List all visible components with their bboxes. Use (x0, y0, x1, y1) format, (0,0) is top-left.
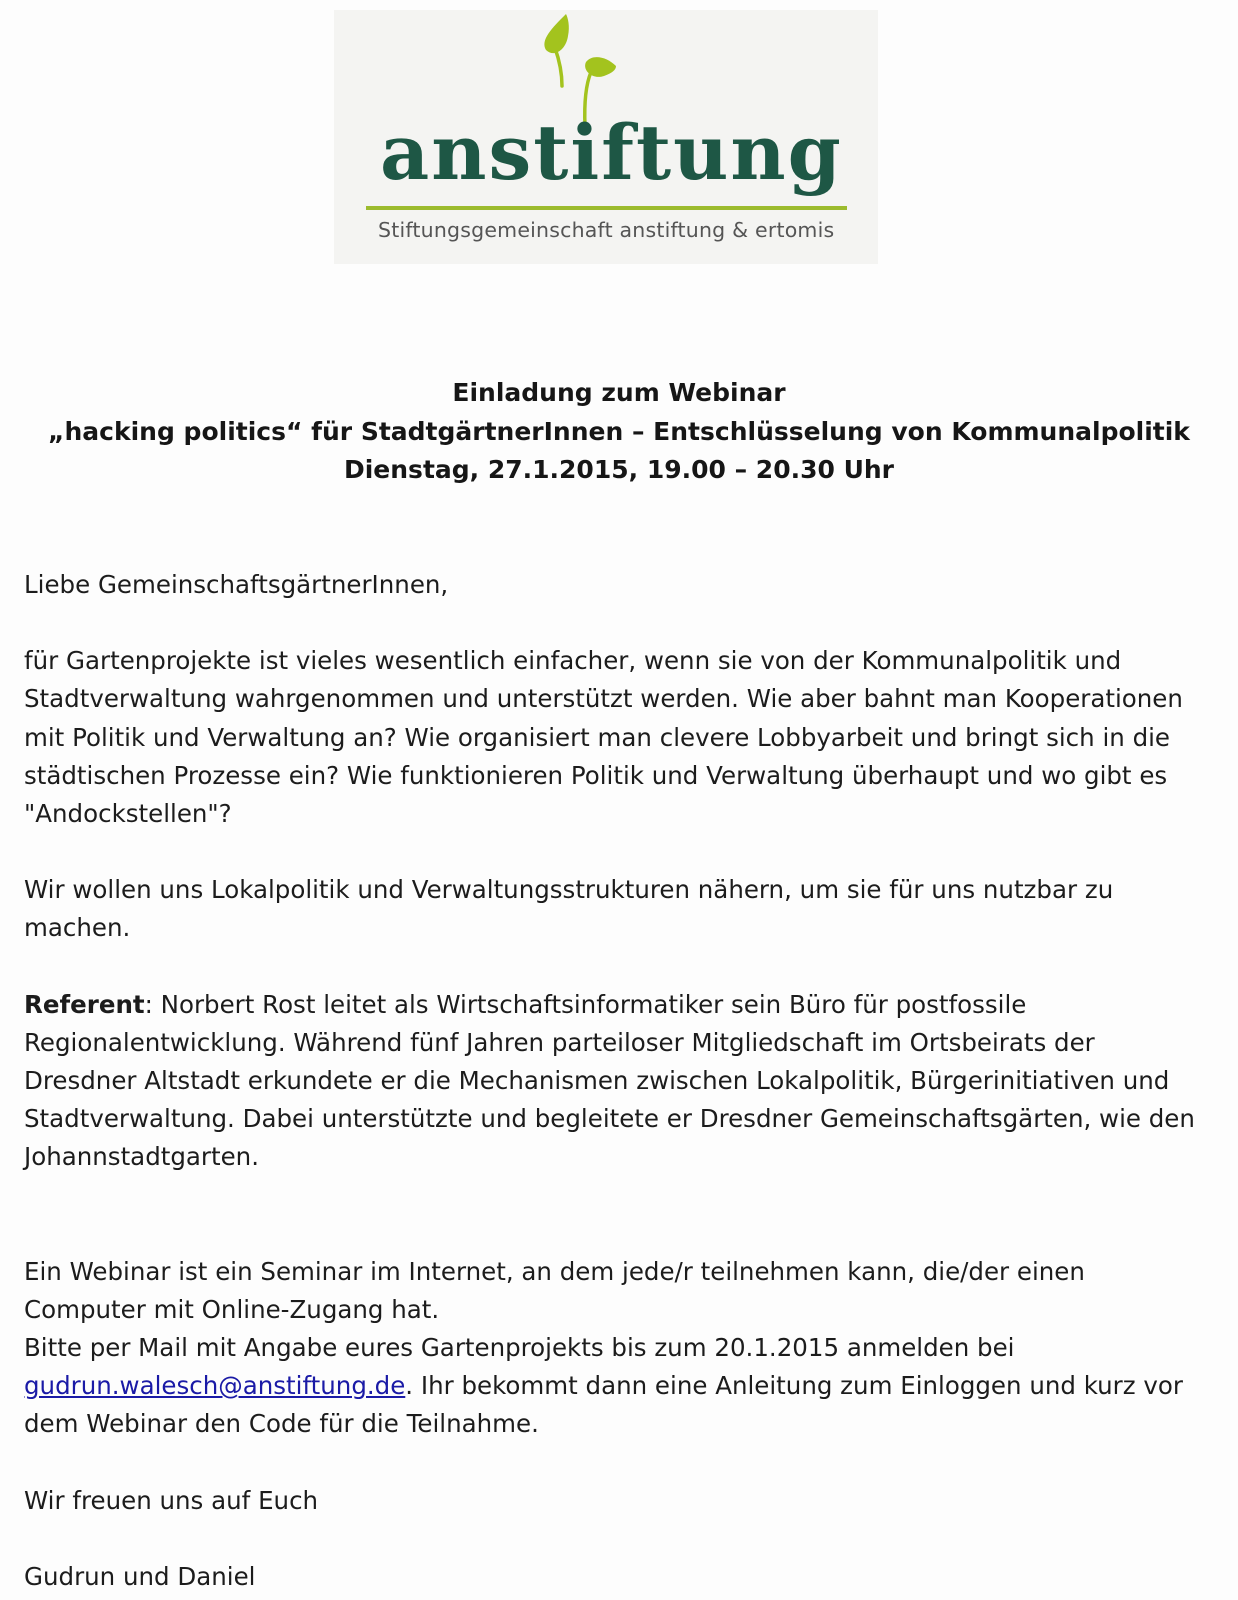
signup-before: Bitte per Mail mit Angabe eures Gartenprojekts bis zum 20.1.2015 anmelden bei (24, 1333, 1015, 1363)
signup-after: . Ihr bekommt dann eine Anleitung zum Einloggen und kurz vor dem Webinar den Code für die Teilnahme. (24, 1371, 1183, 1439)
signature: Gudrun und Daniel (24, 1561, 256, 1591)
goal-paragraph: Wir wollen uns Lokalpolitik und Verwaltungsstrukturen nähern, um sie für uns nutzbar zu machen. (24, 875, 1114, 943)
heading-line-1: Einladung zum Webinar (452, 378, 786, 407)
heading-line-2: „hacking politics“ für StadtgärtnerInnen – Entschlüsselung von Kommunalpolitik (48, 416, 1190, 446)
invitation-heading (0, 374, 1238, 490)
intro-paragraph: für Gartenprojekte ist vieles wesentlich einfacher, wenn sie von der Kommunalpolitik und Stadtverwaltung wahrgenommen und unterstützt werden. Wie aber bahnt man Kooperationen mit Politik und Verwaltung an? Wie organisiert man clevere Lobbyarbeit und bringt sich in die städtischen Prozesse ein? Wie funktionieren Politik und Verwaltung überhaupt und wo gibt es "Andockstellen"? (24, 646, 1183, 829)
closing: Wir freuen uns auf Euch (24, 1485, 319, 1515)
logo-divider (366, 206, 847, 210)
salutation: Liebe GemeinschaftsgärtnerInnen, (24, 570, 449, 599)
logo (334, 10, 878, 264)
webinar-info: Ein Webinar ist ein Seminar im Internet, an dem jede/r teilnehmen kann, die/der einen Computer mit Online-Zugang hat. (24, 1256, 1085, 1324)
signup-paragraph (24, 1329, 1214, 1444)
logo-subtitle: Stiftungsgemeinschaft anstiftung & ertomis (378, 218, 835, 242)
heading-line-3: Dienstag, 27.1.2015, 19.00 – 20.30 Uhr (343, 455, 895, 484)
referent-paragraph (24, 986, 1214, 1177)
email-link[interactable]: gudrun.walesch@anstiftung.de (24, 1371, 406, 1401)
referent-text: : Norbert Rost leitet als Wirtschaftsinformatiker sein Büro für postfossile Regionalentwicklung. Während fünf Jahren parteiloser Mitgliedschaft im Ortsbeirats der Dresdner Altstadt erkundete er die Mechanismen zwischen Lokalpolitik, Bürgerinitiativen und Stadtverwaltung. Dabei unterstützte und begleitete er Dresdner Gemeinschaftsgärten, wie den Johannstadtgarten. (24, 989, 1195, 1172)
logo-wordmark: anstiftung (380, 108, 843, 197)
letter-body (24, 566, 1214, 1596)
referent-label: Referent (24, 989, 145, 1019)
